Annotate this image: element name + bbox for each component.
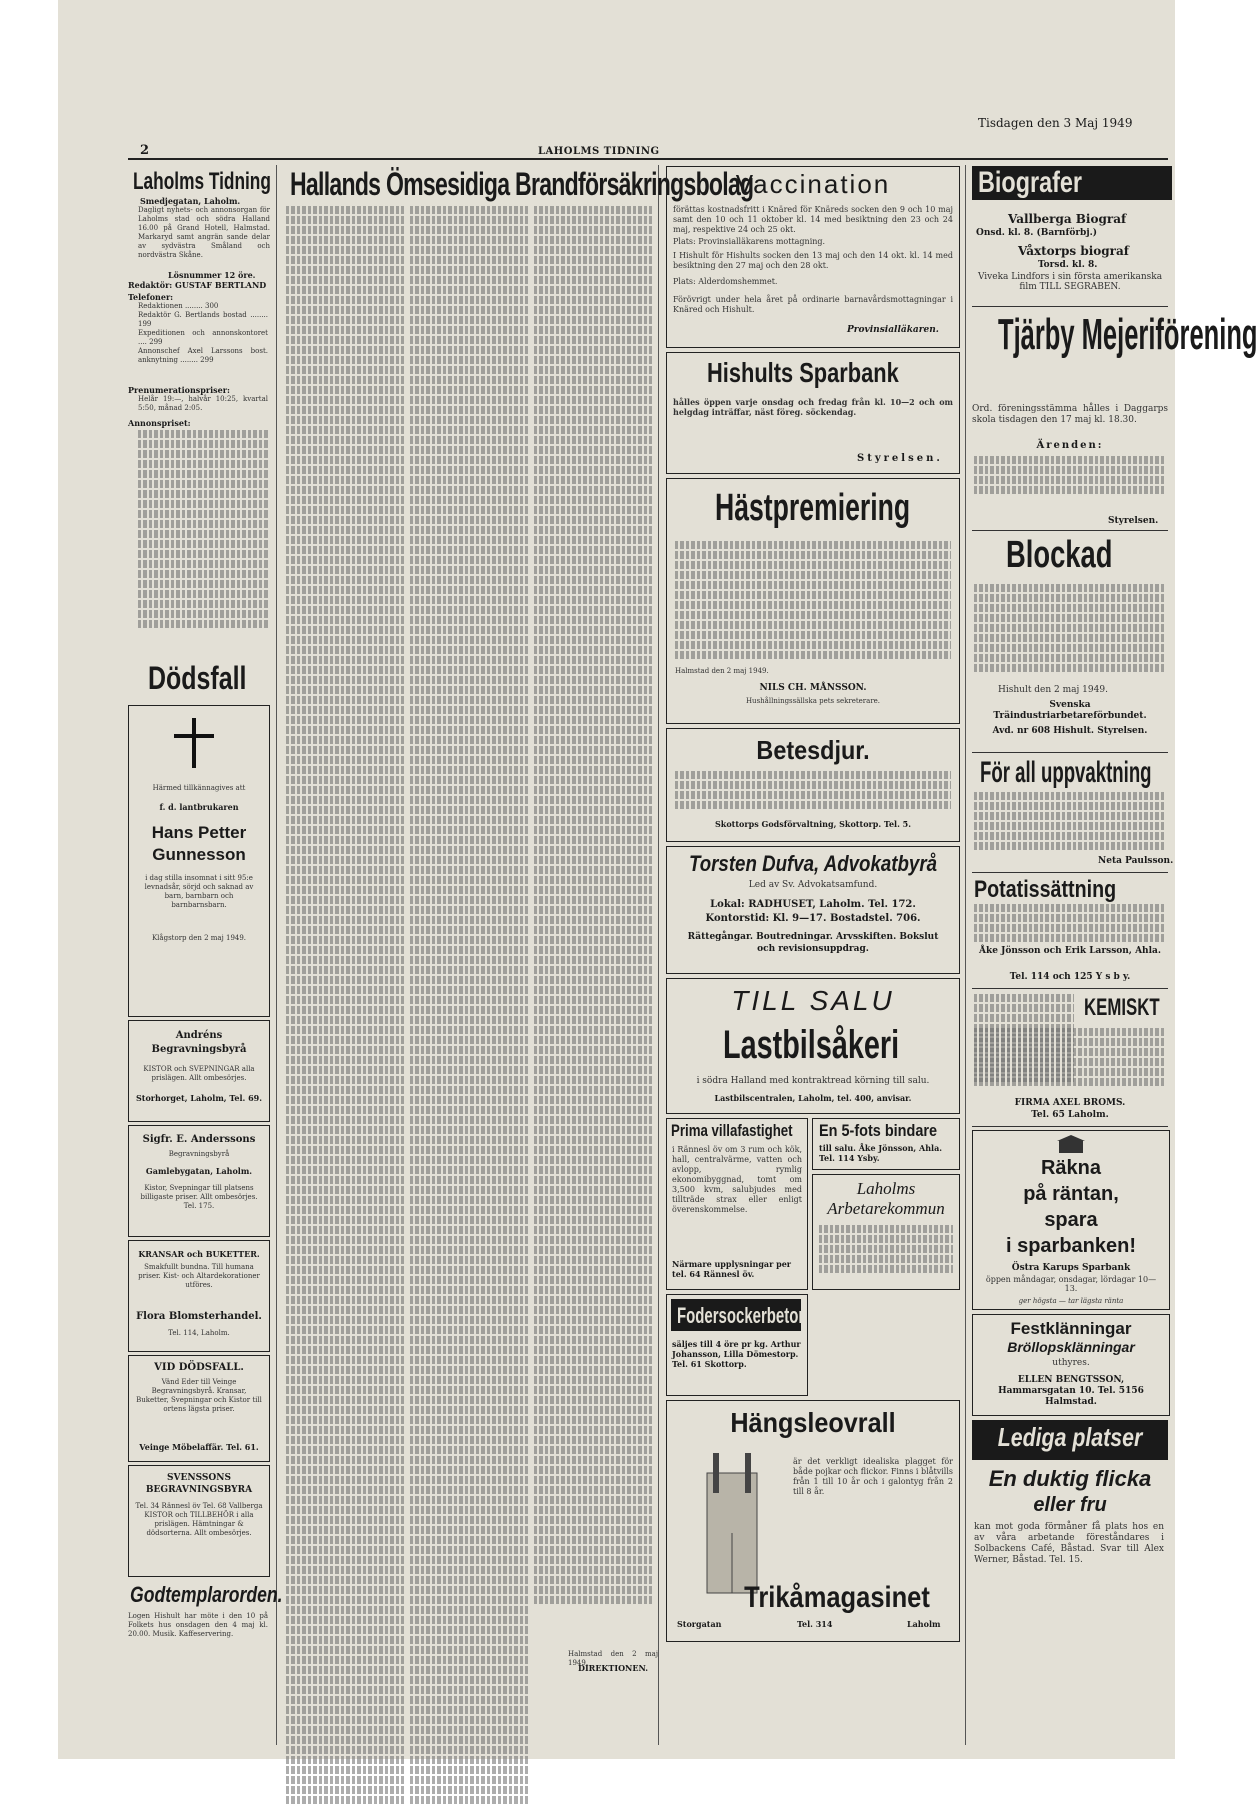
godtemplar-text: Logen Hishult har möte i den 10 på Folkets hus onsdagen den 4 maj kl. 20.00. Musik. Kaffeservering.: [128, 1612, 268, 1638]
tjarby-sign: Styrelsen.: [1108, 516, 1159, 526]
death-role: f. d. lantbrukaren: [159, 802, 239, 812]
vallberga-sub: Onsd. kl. 8. (Barnförbj.): [976, 228, 1097, 238]
masthead-phones: [138, 302, 268, 382]
arbetarekommun-ad: Laholms Arbetarekommun: [812, 1174, 960, 1290]
blockad-sign: Svenska Träindustriarbetareförbundet.: [993, 700, 1147, 721]
kemiskt-title: KEMISKT: [1084, 994, 1160, 1021]
phone-line: Redaktör G. Bertlands bostad ........ 199: [138, 311, 268, 328]
film-text: Viveka Lindfors i sin första amerikanska film TILL SEGRABEN.: [977, 272, 1163, 292]
kemiskt-name: FIRMA AXEL BROMS.: [1014, 1098, 1126, 1108]
masthead-prices-label: Prenumerationspriser:: [128, 385, 230, 395]
flicka-sub: eller fru: [1033, 1494, 1107, 1516]
lastbil-ad: TILL SALU Lastbilsåkeri i södra Halland med kontraktread körning till salu. Lastbilscentralen, Laholm, tel. 400, anvisar.: [666, 978, 960, 1114]
sparbank-karup-ad: Räkna på räntan, spara i sparbanken! Östra Karups Sparbank öppen måndagar, onsdagar, lördagar 10—13. ger högsta — tar lägsta ränta: [972, 1130, 1170, 1310]
death-intro: Härmed tillkännagives att: [152, 784, 246, 792]
main-text-col3: [534, 206, 652, 1646]
cross-icon: [192, 718, 196, 768]
phone-line: Redaktionen ........ 300: [138, 302, 219, 310]
death-title: Dödsfall: [148, 660, 247, 696]
death-name: Hans Petter Gunnesson: [151, 823, 247, 864]
header-rule: [128, 158, 1168, 160]
andrens-ad: Andréns Begravningsbyrå KISTOR och SVEPNINGAR alla prislägen. Allt ombesörjes. Storhorget, Laholm, Tel. 69.: [128, 1020, 270, 1122]
page-number: 2: [140, 143, 150, 158]
cross-icon-bar: [174, 734, 214, 738]
paper-name: LAHOLMS TIDNING: [538, 146, 660, 157]
godtemplar-title: Godtemplarorden.: [130, 1582, 283, 1607]
foder-ad: Fodersockerbetor säljes till 4 öre pr kg. Arthur Johansson, Lilla Dömestorp. Tel. 61 Skottorp.: [666, 1294, 808, 1396]
main-text-col2: [410, 206, 528, 1686]
newspaper-page: [58, 0, 1258, 1759]
uppvaktning-sign: Neta Paulsson.: [1098, 856, 1174, 866]
flicka-text: kan mot goda förmåner få plats hos en av våra arbetande föreståndares i Solbackens Café, Båstad. Svar till Alex Werner, Båstad. Tel. 15.: [974, 1522, 1164, 1565]
vaxtorp-title: Våxtorps biograf: [1018, 244, 1129, 258]
blockad-title: Blockad: [1006, 534, 1113, 576]
blockad-avd: Avd. nr 608 Hishult. Styrelsen.: [992, 726, 1148, 736]
lediga-title: Lediga platser: [997, 1422, 1143, 1452]
masthead-fineprint: [138, 430, 268, 630]
potatis-name: Åke Jönsson och Erik Larsson, Ahla.: [978, 946, 1161, 956]
festklanningar-ad: Festklänningar Bröllopsklänningar uthyres. ELLEN BENGTSSON, Hammarsgatan 10. Tel. 5156 Halmstad.: [972, 1314, 1170, 1416]
tjarby-arende: Ärenden:: [1036, 440, 1104, 451]
potatis-title: Potatissättning: [974, 876, 1117, 903]
masthead-title: Laholms Tidning: [133, 168, 271, 195]
dufva-ad: Torsten Dufva, Advokatbyrå Led av Sv. Advokatsamfund. Lokal: RADHUSET, Laholm. Tel. 172. Kontorstid: Kl. 9—17. Bostadstel. 706. Rättegångar. Boutredningar. Arvsskiften. Bokslut och revisionsuppdrag.: [666, 846, 960, 974]
masthead-editor: Redaktör: GUSTAF BERTLAND: [128, 280, 267, 290]
hangsle-ad: Hängsleovrall är det verkligt idealiska plagget för både pojkar och flickor. Finns i blåtvills från 1 till 10 år och i galontyg från 2 till 8 år. Trikåmagasinet Storgatan Tel. 314 Laholm: [666, 1400, 960, 1642]
death-text: i dag stilla insomnat i sitt 95:e levnadsår, sörjd och saknad av barn, barnbarn och barnbarnsbarn.: [144, 874, 254, 909]
column-rule: [276, 165, 277, 1745]
main-text-col1: [286, 206, 404, 1686]
sigfr-andersson-ad: Sigfr. E. Anderssons Begravningsbyrå Gamlebygatan, Laholm. Kistor, Svepningar till platsens billigaste priser. Allt ombesörjes. Tel. 175.: [128, 1125, 270, 1237]
uppvaktning-title: För all uppvaktning: [980, 756, 1152, 789]
bank-icon: [1057, 1135, 1085, 1155]
masthead-issue: Lösnummer 12 öre.: [168, 270, 256, 280]
biografer-title: Biografer: [978, 166, 1083, 199]
flicka-title: En duktig flicka: [988, 1466, 1152, 1491]
betesdjur-ad: Betesdjur. Skottorps Godsförvaltning, Skottorp. Tel. 5.: [666, 728, 960, 842]
tjarby-text: Ord. föreningsstämma hålles i Daggarps skola tisdagen den 17 maj kl. 18.30.: [972, 404, 1168, 425]
main-title: Hallands Ömsesidiga Brandförsäkringsbolag: [290, 166, 754, 202]
vallberga-title: Vallberga Biograf: [1008, 212, 1127, 226]
masthead-phones-label: Telefoner:: [128, 292, 174, 302]
phone-line: Annonschef Axel Larssons bost. anknytning ........ 299: [138, 347, 268, 364]
potatis-tel: Tel. 114 och 125 Y s b y.: [1009, 972, 1131, 982]
kemiskt-tel: Tel. 65 Laholm.: [1031, 1110, 1109, 1120]
death-notice: [128, 705, 270, 1017]
masthead-address: Smedjegatan, Laholm.: [140, 196, 241, 206]
vaxtorp-sub: Torsd. kl. 8.: [1038, 260, 1098, 270]
flora-ad: KRANSAR och BUKETTER. Smakfullt bundna. Till humana priser. Kist- och Altardekorationer utföres. Flora Blomsterhandel. Tel. 114, Laholm.: [128, 1240, 270, 1352]
svenssons-ad: SVENSSONS BEGRAVNINGSBYRA Tel. 34 Rännesl öv Tel. 68 Vallberga KISTOR och TILLBEHÖR i alla prislägen. Hämtningar & dödsorterna. Allt ombesörjes.: [128, 1465, 270, 1577]
column-rule: [965, 165, 966, 1745]
masthead-intro: Dagligt nyhets- och annonsorgan för Laholms stad och södra Halland 16.00 på Grand Hotell, Halmstad. Markaryd samt angrän sande delar av sydvästra Småland och nordvästra Skåne.: [138, 206, 270, 259]
vaccination-ad: Vaccination förättas kostnadsfritt i Knäred för Knäreds socken den 9 och 10 maj samt den 10 och 11 oktober kl. 14 med besiktning den 23 och 24 maj, respektive 24 och 25 okt. Plats: Provinsialläkarens mottagning. I Hishult för Hishults socken den 13 maj och den 14 okt. kl. 14 med besiktning den 27 maj och den 28 okt. Plats: Alderdomshemmet. Förövrigt under hela året på ordinarie barnavårdsmottagningar i Knäred och Hishult. Provinsialläkaren.: [666, 166, 960, 348]
death-place: Klågstorp den 2 maj 1949.: [151, 934, 247, 942]
veinge-ad: VID DÖDSFALL. Vänd Eder till Veinge Begravningsbyrå. Kransar, Buketter, Svepningar och Kistor till ortens lägsta priser. Veinge Möbelaffär. Tel. 61.: [128, 1355, 270, 1462]
main-signature: DIREKTIONEN.: [578, 1663, 649, 1673]
masthead-ad-prices-label: Annonspriset:: [128, 418, 191, 428]
hastpremiering-ad: Hästpremiering Halmstad den 2 maj 1949. NILS CH. MÅNSSON. Hushållningssällska pets sekreterare.: [666, 478, 960, 724]
column-rule: [658, 165, 659, 1745]
masthead-prices: Helår 19:—, halvår 10:25, kvartal 5:50, månad 2:05.: [138, 395, 268, 412]
blockad-date: Hishult den 2 maj 1949.: [998, 685, 1108, 695]
sparbank-ad: Hishults Sparbank hålles öppen varje onsdag och fredag från kl. 10—2 och om helgdag inträffar, näst föreg. söckendag. Styrelsen.: [666, 352, 960, 474]
phone-line: Expeditionen och annonskontoret .... 299: [138, 329, 268, 346]
bindare-ad: En 5-fots bindare till salu. Åke Jönsson, Ahla. Tel. 114 Ysby.: [812, 1118, 960, 1170]
tjarby-title: Tjärby Mejeriförening: [998, 310, 1258, 359]
main-signoff-date: Halmstad den 2 maj 1949.: [568, 1650, 658, 1667]
issue-date: Tisdagen den 3 Maj 1949: [978, 116, 1133, 130]
villa-ad: Prima villafastighet i Rännesl öv om 3 rum och kök, hall, centralvärme, vatten och avlopp, rymlig ekonomibyggnad, tomt om 3,500 kvm, salubjudes med tillträde strax eller enligt överenskommelse. Närmare upplysningar per tel. 64 Rännesl öv.: [666, 1118, 808, 1290]
